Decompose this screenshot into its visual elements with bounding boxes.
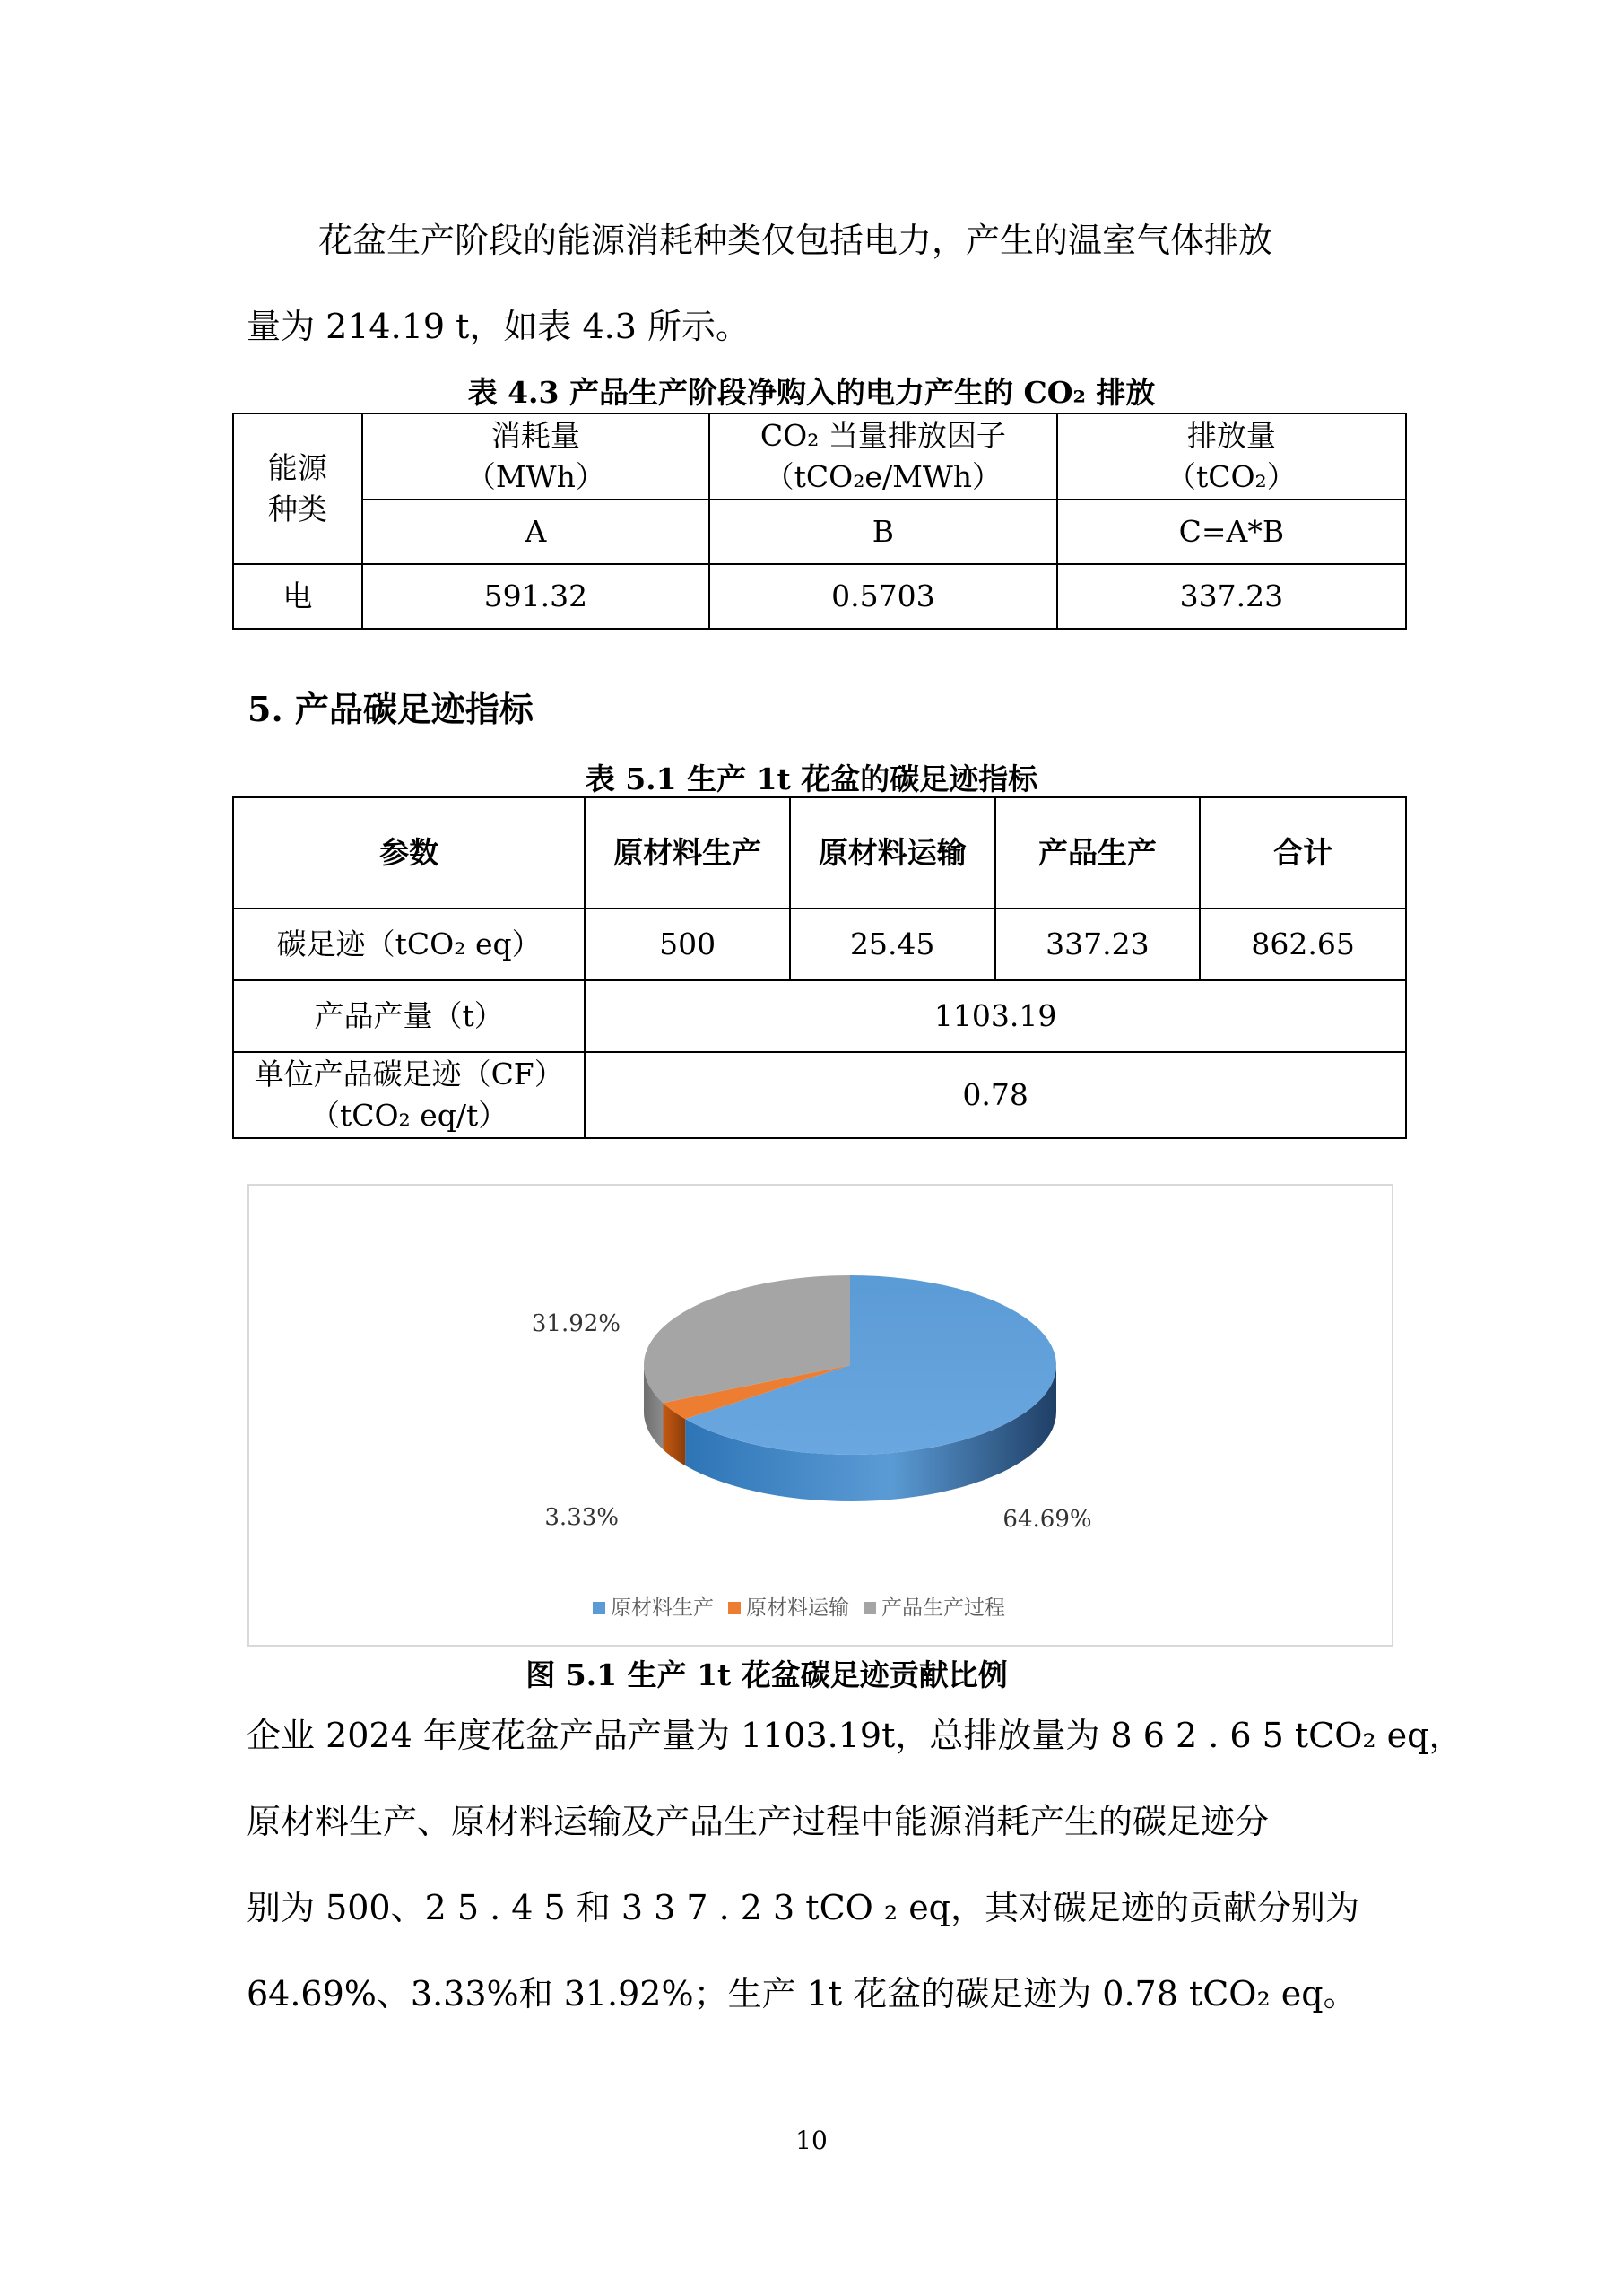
summary-line-2: 原材料生产、原材料运输及产品生产过程中能源消耗产生的碳足迹分 — [247, 1802, 1270, 1841]
cf-raw-transport: 25.45 — [790, 909, 995, 980]
legend-label-product-production: 产品生产过程 — [881, 1596, 1005, 1620]
table-4-3 — [232, 413, 1407, 630]
figure-5-1-caption: 图 5.1 生产 1t 花盆碳足迹贡献比例 — [525, 1657, 1008, 1692]
legend-label-raw-transport: 原材料运输 — [746, 1596, 849, 1620]
symbol-c: C=A*B — [1057, 500, 1406, 564]
emission-header: 排放量 （tCO₂） — [1057, 413, 1406, 500]
row-carbon-footprint-label: 碳足迹（tCO₂ eq） — [233, 909, 585, 980]
summary-paragraph — [247, 1692, 1463, 2037]
legend-swatch-product-production — [864, 1602, 876, 1614]
legend-swatch-raw-transport — [728, 1602, 741, 1614]
row-output-label: 产品产量（t） — [233, 980, 585, 1052]
cf-raw-production: 500 — [585, 909, 790, 980]
table-4-3-caption: 表 4.3 产品生产阶段净购入的电力产生的 CO₂ 排放 — [467, 375, 1156, 410]
cf-product-production: 337.23 — [995, 909, 1201, 980]
header-parameter: 参数 — [233, 797, 585, 909]
unit-cf-value: 0.78 — [585, 1052, 1406, 1138]
data-label-product-production: 31.92% — [531, 1310, 621, 1337]
row-electricity-label: 电 — [233, 564, 362, 629]
legend-swatch-raw-production — [593, 1602, 605, 1614]
intro-line-1: 花盆生产阶段的能源消耗种类仅包括电力，产生的温室气体排放 — [318, 221, 1273, 260]
pie-chart-svg — [249, 1186, 1392, 1645]
intro-line-2: 量为 214.19 t，如表 4.3 所示。 — [247, 307, 750, 346]
section-heading: 5. 产品碳足迹指标 — [247, 689, 534, 729]
header-total: 合计 — [1200, 797, 1406, 909]
energy-type-header: 能源 种类 — [233, 413, 362, 564]
header-product-production: 产品生产 — [995, 797, 1201, 909]
pie-chart — [247, 1184, 1393, 1647]
cf-total: 862.65 — [1200, 909, 1406, 980]
emission-factor-header: CO₂ 当量排放因子 （tCO₂e/MWh） — [709, 413, 1057, 500]
consumption-header: 消耗量 （MWh） — [362, 413, 709, 500]
table-5-1 — [232, 796, 1407, 1139]
row-consumption-value: 591.32 — [362, 564, 709, 629]
header-raw-transport: 原材料运输 — [790, 797, 995, 909]
table-5-1-caption: 表 5.1 生产 1t 花盆的碳足迹指标 — [585, 761, 1038, 796]
row-factor-value: 0.5703 — [709, 564, 1057, 629]
page-number: 10 — [795, 2126, 828, 2155]
symbol-b: B — [709, 500, 1057, 564]
summary-line-3: 别为 500、2 5 . 4 5 和 3 3 7 . 2 3 tCO ₂ eq，其对碳足迹的贡献分别为 — [247, 1888, 1360, 1927]
output-value: 1103.19 — [585, 980, 1406, 1052]
intro-paragraph — [247, 197, 1439, 370]
summary-line-1: 企业 2024 年度花盆产品产量为 1103.19t，总排放量为 8 6 2 . 6 5 tCO₂ eq， — [247, 1716, 1463, 1755]
summary-line-4: 64.69%、3.33%和 31.92%；生产 1t 花盆的碳足迹为 0.78 tCO₂ eq。 — [247, 1974, 1358, 2013]
data-label-raw-transport: 3.33% — [544, 1504, 619, 1531]
row-emission-value: 337.23 — [1057, 564, 1406, 629]
data-label-raw-production: 64.69% — [1002, 1506, 1092, 1533]
row-unit-cf-label: 单位产品碳足迹（CF） （tCO₂ eq/t） — [233, 1052, 585, 1138]
legend-label-raw-production: 原材料生产 — [611, 1596, 714, 1620]
symbol-a: A — [362, 500, 709, 564]
header-raw-production: 原材料生产 — [585, 797, 790, 909]
